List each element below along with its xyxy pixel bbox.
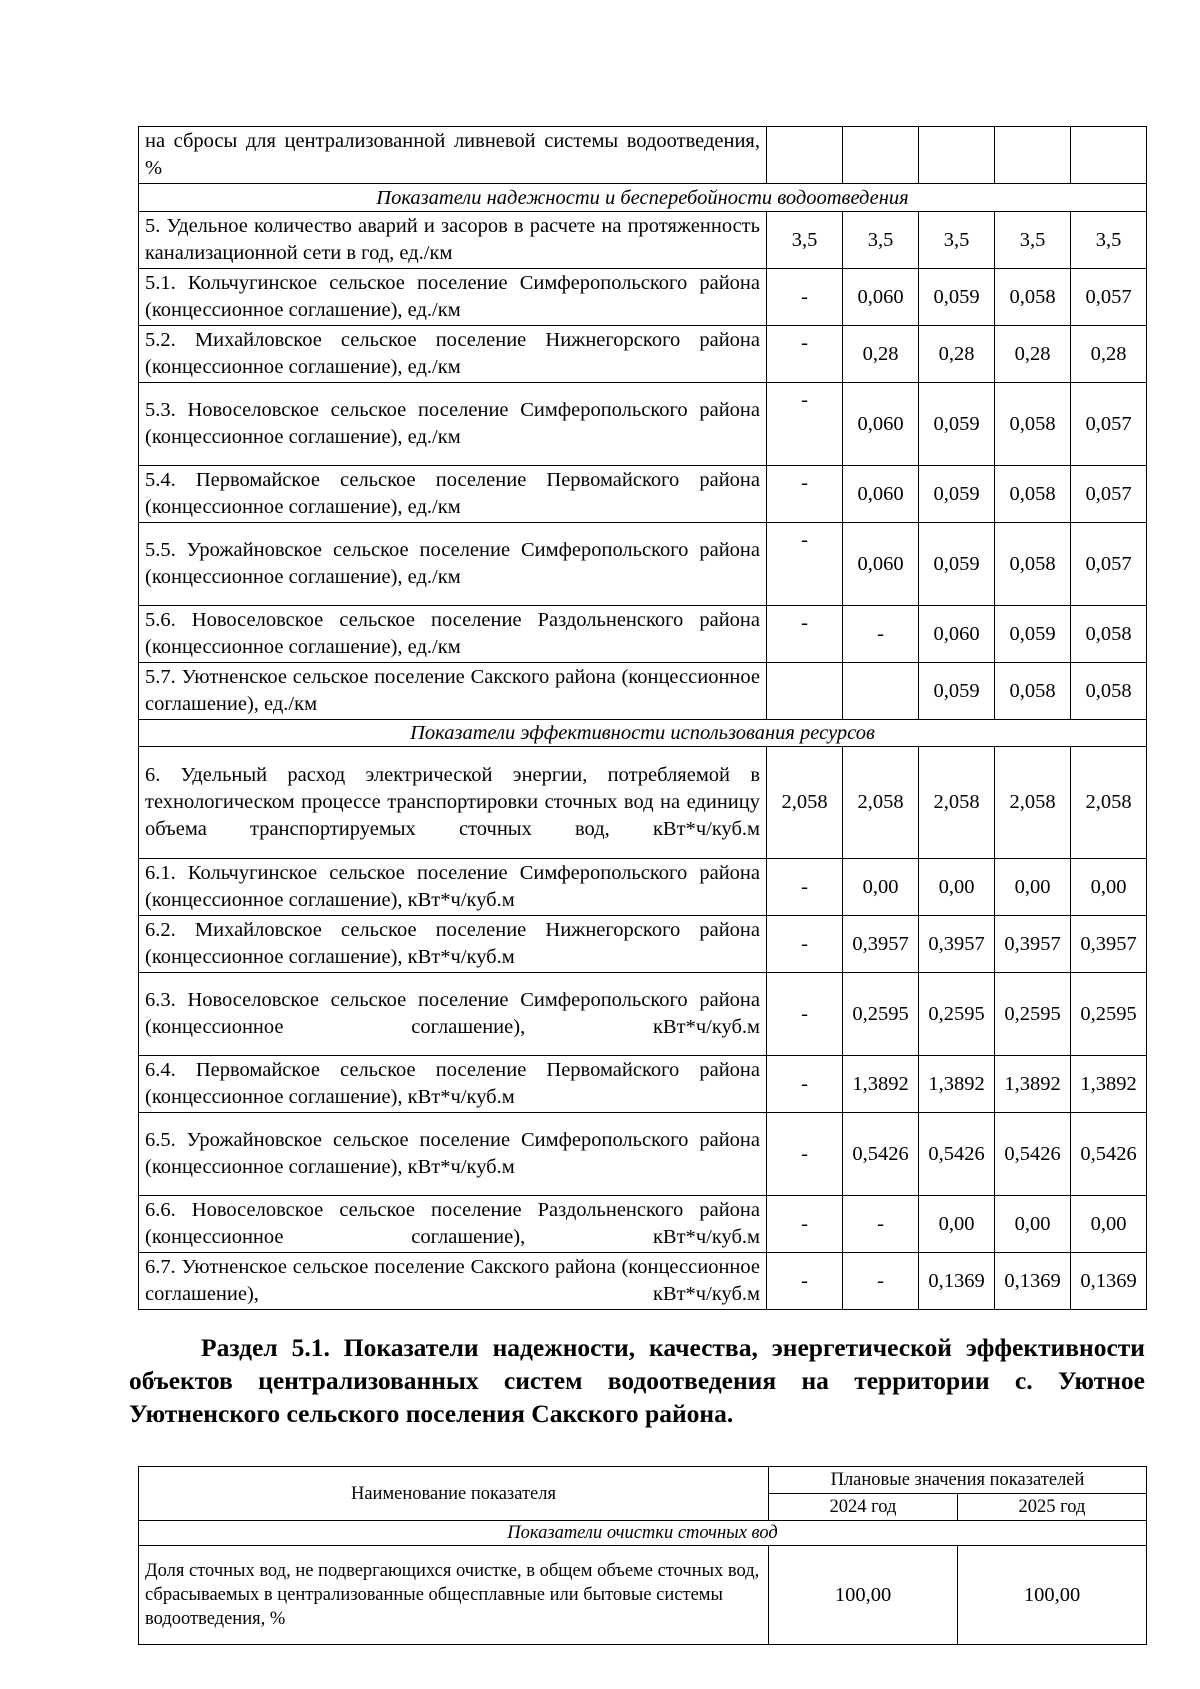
- value-cell: 0,1369: [1071, 1253, 1147, 1310]
- value-cell: 0,059: [919, 663, 995, 720]
- value-cell: 3,5: [843, 212, 919, 269]
- value-cell: 2,058: [767, 747, 843, 859]
- value-cell: -: [843, 1253, 919, 1310]
- table-row: [139, 747, 1147, 859]
- value-cell: 0,1369: [919, 1253, 995, 1310]
- value-cell: 0,00: [919, 859, 995, 916]
- value-cell: 1,3892: [995, 1056, 1071, 1113]
- indicator-name: 5.6. Новоселовское сельское поселение Раздольненского района (концессионное соглашение), ед./км: [139, 606, 767, 663]
- section-heading: Раздел 5.1. Показатели надежности, качества, энергетической эффективности объектов централизованных систем водоотведения на территории с. Уютное Уютненского сельского поселения Сакского района.: [129, 1333, 1145, 1428]
- value-cell: 0,00: [1071, 1196, 1147, 1253]
- table-row: [139, 859, 1147, 916]
- section-row: [139, 720, 1147, 747]
- value-cell: 0,2595: [995, 973, 1071, 1056]
- value-cell: 0,00: [1071, 859, 1147, 916]
- indicators-table: [138, 126, 1147, 1310]
- value-cell: -: [843, 606, 919, 663]
- value-cell: 0,059: [919, 523, 995, 606]
- indicator-name: 6.4. Первомайское сельское поселение Первомайского района (концессионное соглашение), кВт*ч/куб.м: [139, 1056, 767, 1113]
- value-cell: 0,00: [995, 859, 1071, 916]
- section-title: Показатели надежности и бесперебойности водоотведения: [139, 184, 1147, 212]
- value-cell: 100,00: [769, 1546, 958, 1645]
- table-row: [139, 606, 1147, 663]
- value-cell: 0,060: [843, 523, 919, 606]
- value-cell: 0,057: [1071, 269, 1147, 326]
- indicator-name: 5.3. Новоселовское сельское поселение Симферопольского района (концессионное соглашение), ед./км: [139, 383, 767, 466]
- value-cell: [919, 127, 995, 184]
- indicator-name: на сбросы для централизованной ливневой системы водоотведения, %: [139, 127, 767, 184]
- value-cell: 0,058: [995, 383, 1071, 466]
- table-row: [139, 1056, 1147, 1113]
- value-cell: -: [767, 859, 843, 916]
- value-cell: [1071, 127, 1147, 184]
- value-cell: 2,058: [1071, 747, 1147, 859]
- value-cell: -: [767, 1196, 843, 1253]
- indicator-name: 5.2. Михайловское сельское поселение Нижнегорского района (концессионное соглашение), ед./км: [139, 326, 767, 383]
- value-cell: -: [767, 269, 843, 326]
- value-cell: 0,059: [995, 606, 1071, 663]
- indicator-name: Доля сточных вод, не подвергающихся очистке, в общем объеме сточных вод, сбрасываемых в централизованные общесплавные или бытовые системы водоотведения, %: [139, 1546, 769, 1645]
- value-cell: 0,5426: [843, 1113, 919, 1196]
- value-cell: 100,00: [958, 1546, 1147, 1645]
- value-cell: 0,5426: [995, 1113, 1071, 1196]
- value-cell: 0,059: [919, 269, 995, 326]
- value-cell: 0,3957: [995, 916, 1071, 973]
- table-row: [139, 1196, 1147, 1253]
- value-cell: 0,5426: [919, 1113, 995, 1196]
- value-cell: 0,058: [995, 663, 1071, 720]
- value-cell: 1,3892: [919, 1056, 995, 1113]
- indicator-name: 6.7. Уютненское сельское поселение Сакского района (концессионное соглашение), кВт*ч/куб.м: [139, 1253, 767, 1310]
- indicator-name: 6.3. Новоселовское сельское поселение Симферопольского района (концессионное соглашение), кВт*ч/куб.м: [139, 973, 767, 1056]
- value-cell: [767, 663, 843, 720]
- value-cell: 0,058: [995, 466, 1071, 523]
- value-cell: -: [767, 383, 843, 466]
- value-cell: 0,28: [995, 326, 1071, 383]
- table-row: [139, 663, 1147, 720]
- value-cell: -: [767, 523, 843, 606]
- value-cell: [843, 127, 919, 184]
- value-cell: 0,5426: [1071, 1113, 1147, 1196]
- value-cell: -: [767, 326, 843, 383]
- value-cell: 0,2595: [1071, 973, 1147, 1056]
- value-cell: 0,059: [919, 383, 995, 466]
- table-row: [139, 1113, 1147, 1196]
- value-cell: 0,060: [843, 269, 919, 326]
- value-cell: -: [767, 916, 843, 973]
- table-row: [139, 973, 1147, 1056]
- value-cell: [995, 127, 1071, 184]
- value-cell: 0,3957: [1071, 916, 1147, 973]
- value-cell: 2,058: [995, 747, 1071, 859]
- table-row: [139, 326, 1147, 383]
- value-cell: 0,28: [843, 326, 919, 383]
- indicator-name: 6. Удельный расход электрической энергии, потребляемой в технологическом процессе транспортировки сточных вод на единицу объема транспортируемых сточных вод, кВт*ч/куб.м: [139, 747, 767, 859]
- value-cell: [767, 127, 843, 184]
- value-cell: 0,060: [843, 466, 919, 523]
- indicator-name: 5.7. Уютненское сельское поселение Сакского района (концессионное соглашение), ед./км: [139, 663, 767, 720]
- header-indicator-name: Наименование показателя: [139, 1467, 769, 1521]
- value-cell: 2,058: [843, 747, 919, 859]
- table-row: [139, 466, 1147, 523]
- value-cell: 0,058: [995, 269, 1071, 326]
- value-cell: 3,5: [1071, 212, 1147, 269]
- value-cell: 0,2595: [843, 973, 919, 1056]
- value-cell: -: [767, 466, 843, 523]
- indicator-name: 6.1. Кольчугинское сельское поселение Симферопольского района (концессионное соглашение), кВт*ч/куб.м: [139, 859, 767, 916]
- value-cell: [843, 663, 919, 720]
- value-cell: 0,00: [843, 859, 919, 916]
- value-cell: 3,5: [919, 212, 995, 269]
- table-row: [139, 383, 1147, 466]
- value-cell: 0,00: [919, 1196, 995, 1253]
- value-cell: 0,3957: [843, 916, 919, 973]
- value-cell: 0,28: [1071, 326, 1147, 383]
- value-cell: 3,5: [995, 212, 1071, 269]
- value-cell: 0,058: [1071, 606, 1147, 663]
- value-cell: 3,5: [767, 212, 843, 269]
- header-plan-values: Плановые значения показателей: [769, 1467, 1147, 1494]
- indicator-name: 5.5. Урожайновское сельское поселение Симферопольского района (концессионное соглашение), ед./км: [139, 523, 767, 606]
- indicator-name: 6.5. Урожайновское сельское поселение Симферопольского района (концессионное соглашение), кВт*ч/куб.м: [139, 1113, 767, 1196]
- value-cell: 0,28: [919, 326, 995, 383]
- value-cell: 0,059: [919, 466, 995, 523]
- table-row: [139, 916, 1147, 973]
- value-cell: -: [767, 606, 843, 663]
- table-row: [139, 523, 1147, 606]
- section-row: Показатели очистки сточных вод: [139, 1521, 1147, 1546]
- section-row: [139, 184, 1147, 212]
- table-row: [139, 127, 1147, 184]
- indicator-name: 5.4. Первомайское сельское поселение Первомайского района (концессионное соглашение), ед./км: [139, 466, 767, 523]
- table-row: [139, 269, 1147, 326]
- value-cell: 0,057: [1071, 466, 1147, 523]
- indicator-name: 6.6. Новоселовское сельское поселение Раздольненского района (концессионное соглашение), кВт*ч/куб.м: [139, 1196, 767, 1253]
- value-cell: -: [843, 1196, 919, 1253]
- value-cell: 1,3892: [1071, 1056, 1147, 1113]
- value-cell: 0,3957: [919, 916, 995, 973]
- value-cell: -: [767, 1253, 843, 1310]
- value-cell: 0,058: [995, 523, 1071, 606]
- header-year: 2024 год: [769, 1494, 958, 1521]
- value-cell: 0,1369: [995, 1253, 1071, 1310]
- table-row: [139, 212, 1147, 269]
- indicator-name: 5.1. Кольчугинское сельское поселение Симферопольского района (концессионное соглашение), ед./км: [139, 269, 767, 326]
- value-cell: 2,058: [919, 747, 995, 859]
- plan-values-table: [138, 1466, 1147, 1645]
- section-title: Показатели эффективности использования ресурсов: [139, 720, 1147, 747]
- header-year: 2025 год: [958, 1494, 1147, 1521]
- value-cell: 0,057: [1071, 523, 1147, 606]
- indicator-name: 5. Удельное количество аварий и засоров в расчете на протяженность канализационной сети в год, ед./км: [139, 212, 767, 269]
- value-cell: 1,3892: [843, 1056, 919, 1113]
- value-cell: 0,00: [995, 1196, 1071, 1253]
- value-cell: 0,060: [843, 383, 919, 466]
- value-cell: 0,2595: [919, 973, 995, 1056]
- table-row: [139, 1253, 1147, 1310]
- value-cell: -: [767, 1113, 843, 1196]
- indicator-name: 6.2. Михайловское сельское поселение Нижнегорского района (концессионное соглашение), кВт*ч/куб.м: [139, 916, 767, 973]
- value-cell: -: [767, 973, 843, 1056]
- value-cell: 0,057: [1071, 383, 1147, 466]
- value-cell: 0,060: [919, 606, 995, 663]
- value-cell: 0,058: [1071, 663, 1147, 720]
- value-cell: -: [767, 1056, 843, 1113]
